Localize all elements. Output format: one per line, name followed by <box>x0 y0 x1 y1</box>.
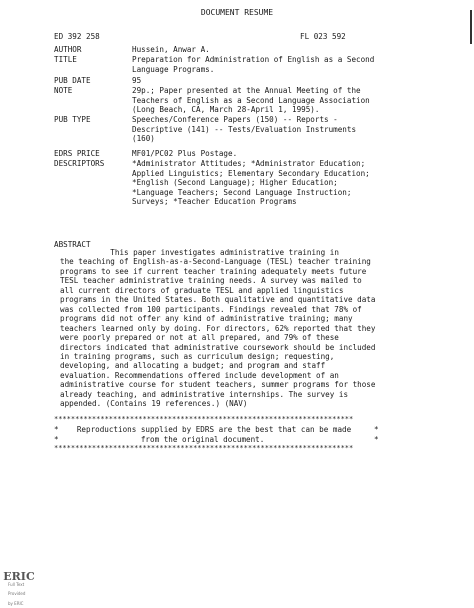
abstract-text: This paper investigates administrative training in the teaching of English-as-a-Second-Language (TESL) teacher training programs to see if current teacher training adequately meets future TESL teacher administrative training needs. A survey was mailed to all current directors of graduate TESL and applied linguistics programs in the United States. Both qualitative and quantitative data was collected from 100 participants. Findings revealed that 78% of programs did not offer any kind of administrative training; many teachers learned only by doing. For directors, 62% reported that they were poorly prepared or not at all prepared, and 79% of these directors indicated that administrative coursework should be included in training programs, such as curriculum design; requesting, developing, and allocating a budget; and program and staff evaluation. Recommendations offered include development of an administrative course for student teachers, summer programs for those already teaching, and administrative internships. The survey is appended. (Contains 19 references.) (NAV) <box>60 248 376 409</box>
field-label: PUB TYPE <box>54 115 91 124</box>
field-value: Preparation for Administration of English as a Second Language Programs. <box>132 55 375 74</box>
field-label: DESCRIPTORS <box>54 159 105 168</box>
footer-rule-bottom: *********************************************************************** <box>54 444 354 452</box>
field-label: AUTHOR <box>54 45 82 54</box>
document-title: DOCUMENT RESUME <box>200 8 274 17</box>
field-label: PUB DATE <box>54 76 91 85</box>
field-value: Hussein, Anwar A. <box>132 45 210 54</box>
field-label: NOTE <box>54 86 73 95</box>
field-value: MF01/PC02 Plus Postage. <box>132 149 238 158</box>
field-value: *Administrator Attitudes; *Administrator Education; Applied Linguistics; Elementary Secondary Education; *English (Second Language); Higher Education; *Language Teachers; Second Language Instruction; Surveys; *Teacher Education Programs <box>132 159 370 207</box>
reproduction-line-2: * from the original document. * <box>54 435 379 444</box>
abstract-label: ABSTRACT <box>54 240 91 249</box>
ed-number: ED 392 258 <box>54 32 100 41</box>
field-value: 95 <box>132 76 142 85</box>
reproduction-line-1: * Reproductions supplied by EDRS are the best that can be made * <box>54 425 379 434</box>
edge-mark <box>470 10 472 44</box>
field-label: TITLE <box>54 55 77 64</box>
footer-rule-top: *********************************************************************** <box>54 415 354 423</box>
eric-logo-subtext: Full Text Provided by ERIC <box>8 581 26 606</box>
fl-number: FL 023 592 <box>300 32 346 41</box>
eric-logo <box>3 570 35 606</box>
field-label: EDRS PRICE <box>54 149 100 158</box>
field-value: Speeches/Conference Papers (150) -- Reports - Descriptive (141) -- Tests/Evaluation Instruments (160) <box>132 115 357 144</box>
eric-logo-text: ERIC <box>3 570 35 583</box>
field-value: 29p.; Paper presented at the Annual Meeting of the Teachers of English as a Second Language Association (Long Beach, CA, March 28-April 1, 1995). <box>132 86 370 115</box>
